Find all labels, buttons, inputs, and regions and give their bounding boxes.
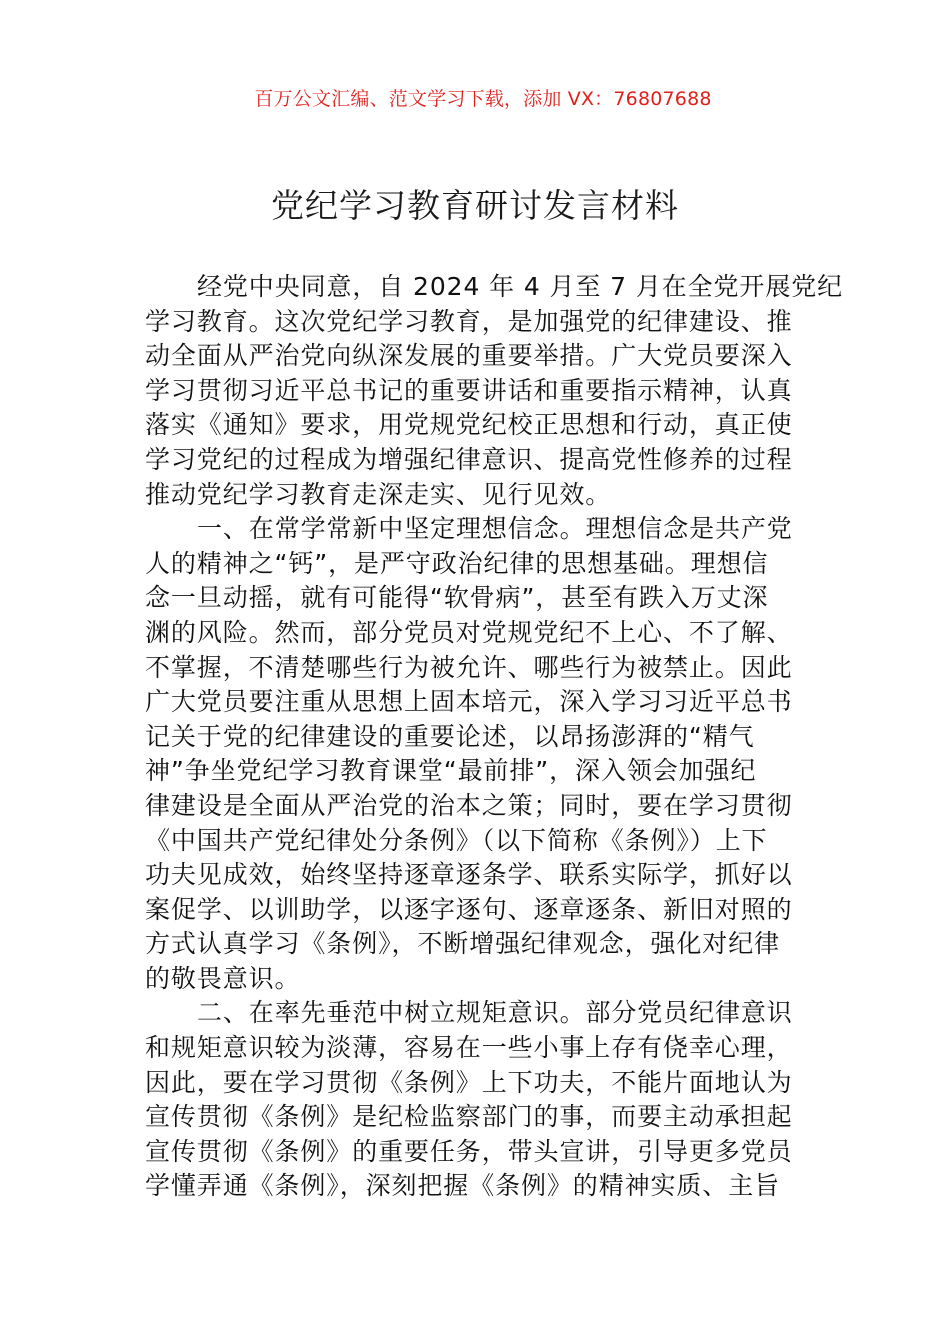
paragraph-line: 宣传贯彻《条例》是纪检监察部门的事，而要主动承担起 bbox=[145, 1102, 793, 1132]
watermark-header-note: 百万公文汇编、范文学习下载，添加 VX：76807688 bbox=[254, 88, 712, 110]
paragraph-line: 学习党纪的过程成为增强纪律意识、提高党性修养的过程 bbox=[145, 444, 793, 474]
document-title: 党纪学习教育研讨发言材料 bbox=[271, 186, 679, 225]
paragraph-line: 学懂弄通《条例》，深刻把握《条例》的精神实质、主旨 bbox=[145, 1171, 781, 1201]
paragraph-line: 《中国共产党纪律处分条例》（以下简称《条例》）上下 bbox=[145, 825, 768, 855]
paragraph bbox=[145, 996, 807, 1204]
paragraph-line: 人的精神之“钙”，是严守政治纪律的思想基础。理想信 bbox=[145, 548, 769, 578]
paragraph-line: 学习教育。这次党纪学习教育，是加强党的纪律建设、推 bbox=[145, 306, 793, 336]
paragraph-line: 念一旦动摇，就有可能得“软骨病”，甚至有跌入万丈深 bbox=[145, 583, 769, 613]
paragraph-line: 神”争坐党纪学习教育课堂“最前排”，深入领会加强纪 bbox=[145, 756, 757, 786]
paragraph-line: 落实《通知》要求，用党规党纪校正思想和行动，真正使 bbox=[145, 410, 793, 440]
paragraph-line: 案促学、以训助学，以逐字逐句、逐章逐条、新旧对照的 bbox=[145, 894, 793, 924]
paragraph-line: 经党中央同意，自 2024 年 4 月至 7 月在全党开展党纪 bbox=[197, 272, 844, 301]
paragraph-line: 因此，要在学习贯彻《条例》上下功夫，不能片面地认为 bbox=[145, 1067, 793, 1097]
paragraph bbox=[145, 512, 807, 996]
paragraph-line: 渊的风险。然而，部分党员对党规党纪不上心、不了解、 bbox=[145, 617, 793, 647]
paragraph-line: 和规矩意识较为淡薄，容易在一些小事上存有侥幸心理， bbox=[145, 1033, 793, 1063]
paragraph bbox=[145, 270, 844, 512]
paragraph-line: 宣传贯彻《条例》的重要任务，带头宣讲，引导更多党员 bbox=[145, 1136, 793, 1166]
paragraph-line: 一、在常学常新中坚定理想信念。理想信念是共产党 bbox=[197, 514, 793, 544]
document-body bbox=[145, 270, 844, 1204]
paragraph-line: 推动党纪学习教育走深走实、见行见效。 bbox=[145, 479, 612, 509]
paragraph-line: 不掌握，不清楚哪些行为被允许、哪些行为被禁止。因此 bbox=[145, 652, 793, 682]
paragraph-line: 记关于党的纪律建设的重要论述，以昂扬澎湃的“精气 bbox=[145, 721, 755, 751]
paragraph-line: 方式认真学习《条例》，不断增强纪律观念，强化对纪律 bbox=[145, 929, 781, 959]
paragraph-line: 学习贯彻习近平总书记的重要讲话和重要指示精神，认真 bbox=[145, 375, 793, 405]
paragraph-line: 律建设是全面从严治党的治本之策；同时，要在学习贯彻 bbox=[145, 790, 793, 820]
paragraph-line: 广大党员要注重从思想上固本培元，深入学习习近平总书 bbox=[145, 687, 793, 717]
paragraph-line: 动全面从严治党向纵深发展的重要举措。广大党员要深入 bbox=[145, 341, 793, 371]
paragraph-line: 二、在率先垂范中树立规矩意识。部分党员纪律意识 bbox=[197, 998, 793, 1028]
paragraph-line: 的敬畏意识。 bbox=[145, 963, 301, 993]
paragraph-line: 功夫见成效，始终坚持逐章逐条学、联系实际学，抓好以 bbox=[145, 860, 793, 890]
